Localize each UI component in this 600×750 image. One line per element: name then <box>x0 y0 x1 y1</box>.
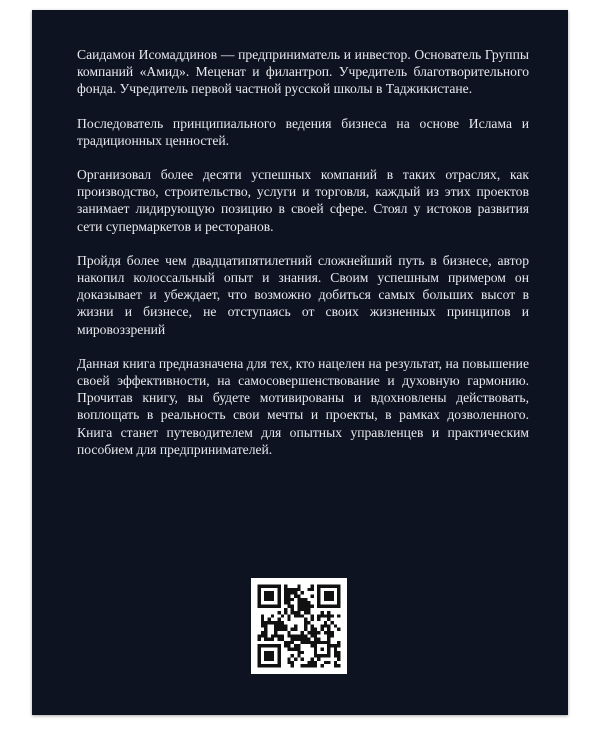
qr-code-icon <box>251 578 347 674</box>
book-back-cover <box>32 10 568 715</box>
paragraph-principles: Последователь принципиального ведения бизнеса на основе Ислама и традиционных ценностей. <box>77 115 529 148</box>
qr-code <box>251 578 347 674</box>
paragraph-experience: Пройдя более чем двадцатипятилетний сложнейший путь в бизнесе, автор накопил колоссальный опыт и знания. Своим успешным примером он доказывает и убеждает, что возможно добиться самых больших высот в жизни и бизнесе, не отступаясь от своих жизненных принципов и мировоззрений <box>77 252 529 337</box>
paragraph-companies: Организовал более десяти успешных компаний в таких отраслях, как производство, строительство, услуги и торговля, каждый из этих проектов занимает лидирующую позицию в своей сфере. Стоял у истоков развития сети супермаркетов и ресторанов. <box>77 167 529 234</box>
annotation-text <box>77 46 529 475</box>
paragraph-author-bio: Саидамон Исомаддинов — предприниматель и инвестор. Основатель Группы компаний «Амид». Меценат и филантроп. Учредитель благотворительного фонда. Учредитель первой частной русской школы в Таджикистане. <box>77 47 529 97</box>
paragraph-book-purpose: Данная книга предназначена для тех, кто нацелен на результат, на повышение своей эффективности, на самосовершенствование и духовную гармонию. Прочитав книгу, вы будете мотивированы и вдохновлены действовать, воплощать в реальность свои мечты и проекты, в рамках дозволенного. Книга станет путеводителем для опытных управленцев и практическим пособием для предпринимателей. <box>77 355 529 457</box>
